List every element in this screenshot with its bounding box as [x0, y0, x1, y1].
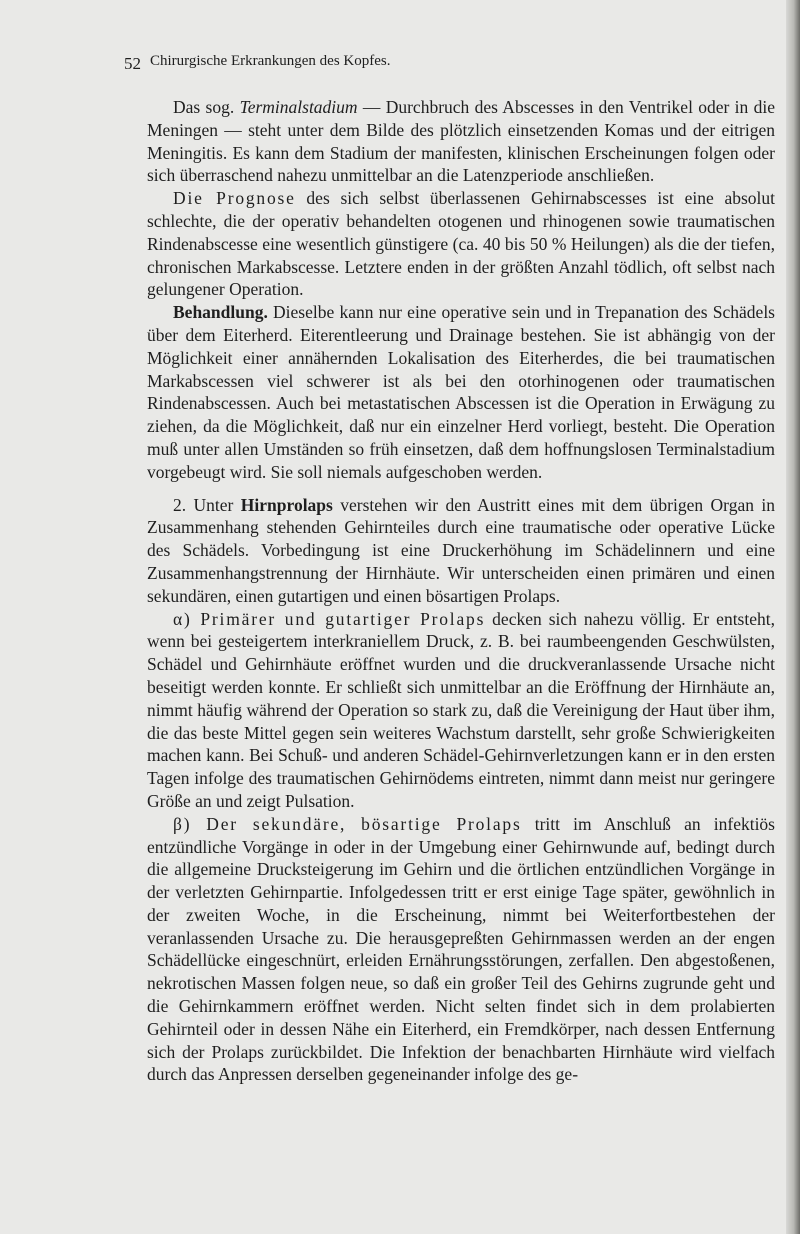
- page-body: [147, 96, 775, 1086]
- spaced-heading-prognose: Die Prognose: [173, 188, 296, 209]
- text: des sich selbst überlassenen Gehirnabscesses ist eine absolut schlechte, die der operativ behandelten otogenen und rhinogenen sowie traumatischen Rindenabscesse eine wesentlich günstigere (ca. 40 bis 50 % Heilungen) als die der tiefen, chronischen Markabscesse. Letztere enden in der größten Anzahl tödlich, oft selbst nach gelungener Operation.: [147, 188, 775, 300]
- text: Dieselbe kann nur eine operative sein und in Trepanation des Schädels über dem Eiterherd. Eiterentleerung und Drainage bestehen. Sie ist abhängig von der Möglichkeit einer annähernden Lokalisation des Eiterherdes, die bei traumatischen Markabscessen viel schwerer ist als bei den otorhinogenen oder traumatischen Rindenabscessen. Auch bei metastatischen Abscessen ist die Operation in Erwägung zu ziehen, da die Möglichkeit, daß nur ein einzelner Herd vorliegt, besteht. Die Operation muß unter allen Umständen so früh einsetzen, daß dem hoffnungslosen Terminalstadium vorgebeugt wird. Sie soll niemals aufgeschoben werden.: [147, 302, 775, 482]
- paragraph-hirnprolaps: [147, 494, 775, 608]
- heading-behandlung: Behandlung.: [173, 302, 268, 323]
- paragraph-primaerer-prolaps: [147, 608, 775, 813]
- text: 2. Unter: [173, 494, 241, 515]
- text: decken sich nahezu völlig. Er entsteht, wenn bei gesteigertem interkraniellem Druck, z. B. bei raumbeengenden Geschwülsten, Schädel und Gehirnhäute eröffnet wurden und die druckveranlassende Ursache nicht beseitigt werden konnte. Er schließt sich unmittelbar an die Eröffnung der Hirnhäute an, nimmt häufig während der Operation so stark zu, daß die Vereinigung der Haut über ihm, die das beste Mittel gegen sein weiteres Wachstum darstellt, sehr große Schwierigkeiten machen kann. Bei Schuß- und anderen Schädel-Gehirnverletzungen kann er in den ersten Tagen infolge des traumatischen Gehirnödems eintreten, nimmt dann meist nur geringere Größe an und zeigt Pulsation.: [147, 608, 775, 811]
- text: verstehen wir den Austritt eines mit dem übrigen Organ in Zusammenhang stehenden Gehirnteiles durch eine traumatische oder operative Lücke des Schädels. Vorbedingung ist eine Druckerhöhung im Schädelinnern und eine Zusammenhangstrennung der Hirnhäute. Wir unterscheiden einen primären und einen sekundären, einen gutartigen und einen bösartigen Prolaps.: [147, 494, 775, 606]
- text: tritt im Anschluß an infektiös entzündliche Vorgänge in oder in der Umgebung einer Gehirnwunde auf, bedingt durch die allgemeine Drucksteigerung im Gehirn und die örtlichen entzündlichen Vorgänge in der verletzten Gehirnpartie. Infolgedessen tritt er erst einige Tage später, gewöhnlich in der zweiten Woche, in die Erscheinung, nimmt bei Weiterfortbestehen der veranlassenden Ursache zu. Die herausgepreßten Gehirnmassen werden an der engen Schädellücke eingeschnürt, erleiden Ernährungsstörungen, zerfallen. Den abgestoßenen, nekrotischen Massen folgen neue, so daß ein großer Teil des Gehirns zugrunde geht und die Gehirnkammern eröffnet werden. Nicht selten findet sich in dem prolabierten Gehirnteil oder in dessen Nähe ein Eiterherd, ein Fremdkörper, nach dessen Entfernung sich der Prolaps zurückbildet. Die Infektion der benachbarten Hirnhäute wird vielfach durch das Anpressen derselben gegeneinander infolge des ge-: [147, 813, 775, 1085]
- emphasis-terminalstadium: Terminalstadium: [239, 97, 358, 117]
- spaced-heading-primaerer-prolaps: α) Primärer und gutartiger Prolaps: [173, 608, 486, 629]
- paragraph-prognose: [147, 187, 775, 301]
- page-edge: [786, 0, 800, 1234]
- paragraph-terminalstadium: [147, 96, 775, 187]
- page-number: 52: [124, 54, 141, 73]
- spaced-heading-sekundaerer-prolaps: β) Der sekundäre, bösartige Prolaps: [173, 813, 522, 834]
- text: Das sog.: [173, 97, 240, 117]
- paragraph-sekundaerer-prolaps: [147, 813, 775, 1087]
- heading-hirnprolaps: Hirnprolaps: [240, 494, 333, 515]
- running-head: Chirurgische Erkrankungen des Kopfes.: [150, 53, 391, 69]
- text: — Durchbruch des Abscesses in den Ventrikel oder in die Meningen — steht unter dem Bilde des plötzlich einsetzenden Komas und der eitrigen Meningitis. Es kann dem Stadium der manifesten, klinischen Erscheinungen folgen oder sich überraschend nahezu unmittelbar an die Latenzperiode anschließen.: [147, 97, 775, 186]
- paragraph-behandlung: [147, 301, 775, 483]
